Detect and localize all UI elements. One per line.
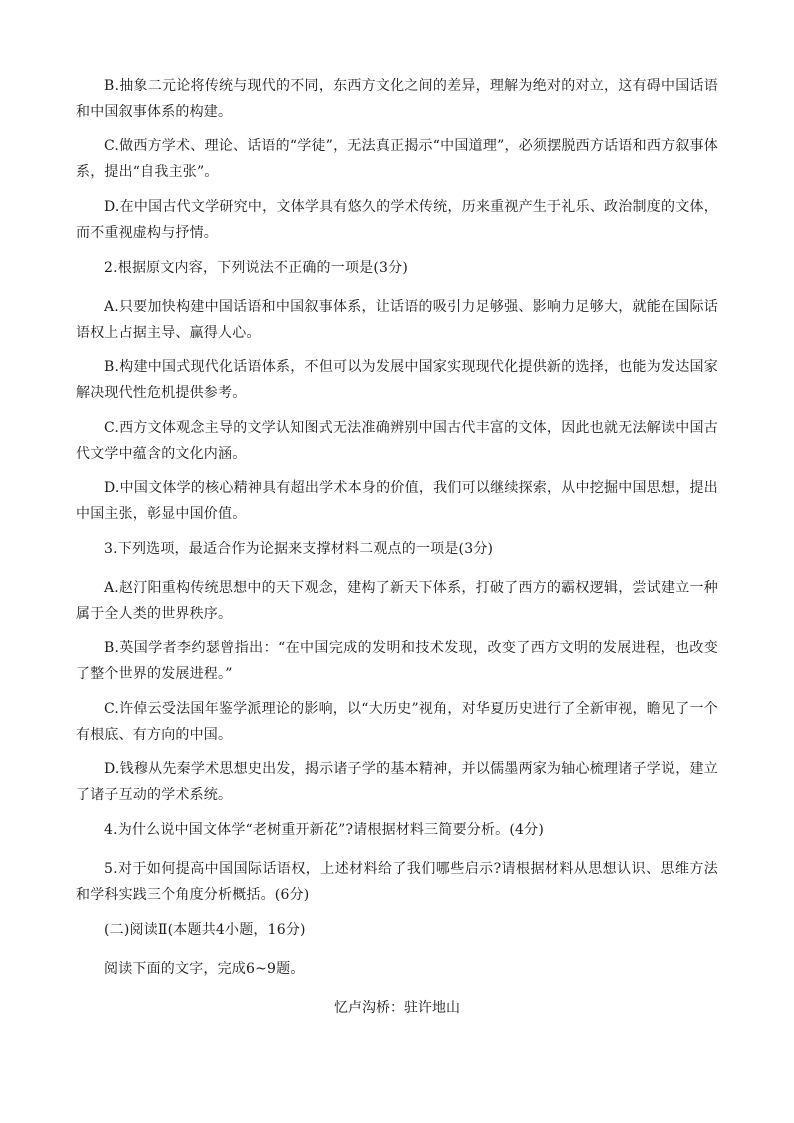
option-2b: B.构建中国式现代化话语体系，不但可以为发展中国家实现现代化提供新的选择，也能为发达国家解决现代性危机提供参考。 xyxy=(76,359,718,401)
question-4: 4.为什么说中国文体学“老树重开新花”?请根据材料三简要分析。(4分) xyxy=(104,822,545,838)
option-2a: A.只要加快构建中国话语和中国叙事体系，让话语的吸引力足够强、影响力足够大，就能在国际话语权上占据主导、赢得人心。 xyxy=(76,299,718,341)
question-2: 2.根据原文内容，下列说法不正确的一项是(3分) xyxy=(104,260,408,276)
question-3: 3.下列选项，最适合作为论据来支撑材料二观点的一项是(3分) xyxy=(104,541,494,557)
article-title: 忆卢沟桥：驻许地山 xyxy=(334,1000,460,1016)
option-3b: B.英国学者李约瑟曾指出：“在中国完成的发明和技术发现，改变了西方文明的发展进程，也改变了整个世界的发展进程。” xyxy=(76,640,718,682)
reading-instruction: 阅读下面的文字，完成6~9题。 xyxy=(104,961,305,977)
option-1b: B.抽象二元论将传统与现代的不同，东西方文化之间的差异，理解为绝对的对立，这有碍中国话语和中国叙事体系的构建。 xyxy=(76,78,718,120)
section-heading: (二)阅读Ⅱ(本题共4小题，16分) xyxy=(104,922,306,938)
option-1c: C.做西方学术、理论、话语的“学徒”，无法真正揭示“中国道理”，必须摆脱西方话语和西方叙事体系，提出“自我主张”。 xyxy=(76,138,718,180)
option-3d: D.钱穆从先秦学术思想史出发，揭示诸子学的基本精神，并以儒墨两家为轴心梳理诸子学说，建立了诸子互动的学术系统。 xyxy=(76,761,718,803)
option-1d: D.在中国古代文学研究中，文体学具有悠久的学术传统，历来重视产生于礼乐、政治制度的文体，而不重视虚构与抒情。 xyxy=(76,199,718,241)
option-3a: A.赵汀阳重构传统思想中的天下观念，建构了新天下体系，打破了西方的霸权逻辑，尝试建立一种属于全人类的世界秩序。 xyxy=(76,580,718,622)
option-3c: C.许倬云受法国年鉴学派理论的影响，以“大历史”视角，对华夏历史进行了全新审视，瞻见了一个有根底、有方向的中国。 xyxy=(76,701,718,743)
question-5: 5.对于如何提高中国国际话语权，上述材料给了我们哪些启示?请根据材料从思想认识、思维方法和学科实践三个角度分析概括。(6分) xyxy=(76,861,718,903)
option-2c: C.西方文体观念主导的文学认知图式无法准确辨别中国古代丰富的文体，因此也就无法解读中国古代文学中蕴含的文化内涵。 xyxy=(76,420,718,462)
option-2d: D.中国文体学的核心精神具有超出学术本身的价值，我们可以继续探索，从中挖掘中国思想，提出中国主张，彰显中国价值。 xyxy=(76,480,718,522)
